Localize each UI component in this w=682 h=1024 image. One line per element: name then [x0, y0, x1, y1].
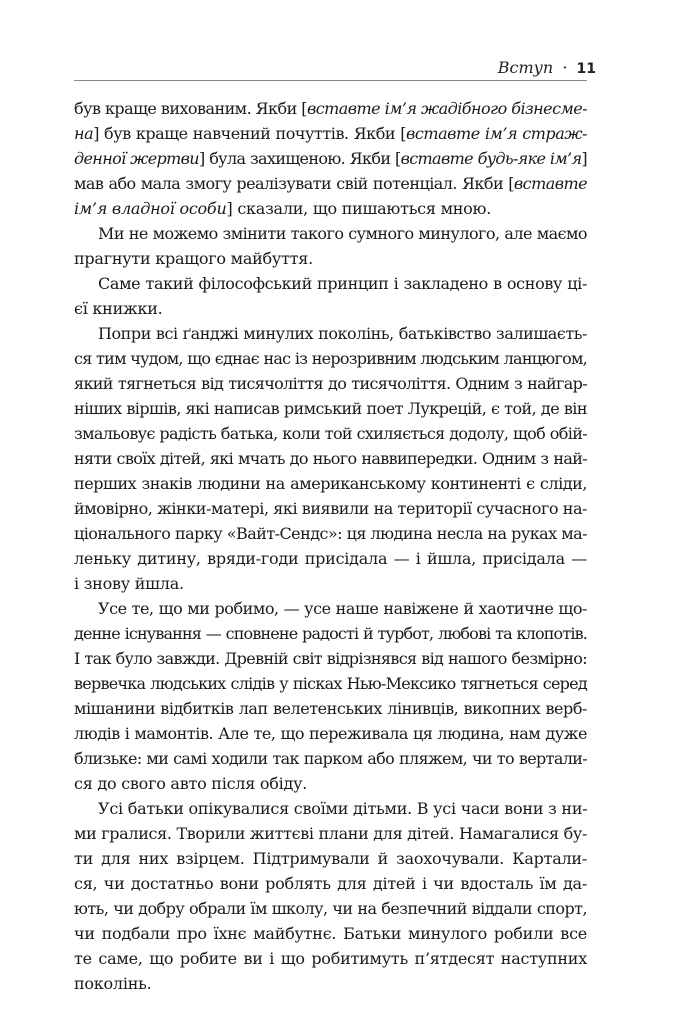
- text-segment: прагнути кращого майбуття.: [74, 249, 313, 268]
- text-segment: поколінь.: [74, 974, 152, 993]
- italic-text: вставте: [513, 174, 587, 193]
- page-number: 11: [576, 61, 596, 77]
- text-line: [74, 821, 587, 846]
- text-segment: ти для них взірцем. Підтримували й заохочували. Картали-: [74, 849, 587, 868]
- text-line: [74, 546, 587, 571]
- text-segment: ] був краще навчений почуттів. Якби [: [93, 124, 406, 143]
- text-segment: Попри всі ґанджі минулих поколінь, батьківство залишаєть-: [98, 324, 587, 343]
- text-line: [74, 621, 587, 646]
- text-segment: Ми не можемо змінити такого сумного минулого, але маємо: [98, 224, 587, 243]
- text-line: [74, 171, 587, 196]
- text-line: [74, 296, 587, 321]
- text-line: [74, 421, 587, 446]
- text-segment: чи подбали про їхнє майбутнє. Батьки минулого робили все: [74, 924, 587, 943]
- text-segment: мішанини відбитків лап велетенських лінивців, викопних верб-: [74, 699, 587, 718]
- text-segment: змальовує радість батька, коли той схиляється додолу, щоб обій-: [74, 424, 587, 443]
- text-segment: Усі батьки опікувалися своїми дітьми. В усі часи вони з ни-: [98, 799, 588, 818]
- text-segment: був краще вихованим. Якби [: [74, 99, 307, 118]
- text-line: [74, 746, 587, 771]
- text-line: [74, 396, 587, 421]
- text-segment: І так було завжди. Древній світ відрізнявся від нашого безмірно:: [74, 649, 587, 668]
- text-segment: ] була захищеною. Якби [: [198, 149, 401, 168]
- header-rule: [74, 80, 587, 81]
- text-line: [74, 471, 587, 496]
- text-line: [74, 246, 587, 271]
- text-line: [74, 321, 587, 346]
- body-text: [74, 96, 587, 996]
- italic-text: на: [74, 124, 94, 143]
- text-segment: єї книжки.: [74, 299, 163, 318]
- text-segment: ніших віршів, які написав римський поет Лукрецій, є той, де він: [74, 399, 587, 418]
- italic-text: вставте ім’я жадібного бізнесме-: [306, 99, 587, 118]
- text-segment: Саме такий філософський принцип і закладено в основу ці-: [98, 274, 587, 293]
- text-segment: перших знаків людини на американському континенті є сліди,: [74, 474, 587, 493]
- text-line: [74, 646, 587, 671]
- text-line: [74, 596, 587, 621]
- text-segment: людів і мамонтів. Але те, що переживала ця людина, нам дуже: [74, 724, 587, 743]
- text-segment: те саме, що робите ви і що робитимуть п’ятдесят наступних: [74, 949, 587, 968]
- text-line: [74, 921, 587, 946]
- text-line: [74, 571, 587, 596]
- text-segment: ся тим чудом, що єднає нас із нерозривним людським ланцюгом,: [74, 349, 587, 368]
- text-line: [74, 896, 587, 921]
- text-segment: ] сказали, що пишаються мною.: [226, 199, 492, 218]
- text-segment: ся, чи достатньо вони роблять для дітей і чи вдосталь їм да-: [74, 874, 587, 893]
- text-segment: Усе те, що ми робимо, — усе наше навіжене й хаотичне що-: [98, 599, 587, 618]
- text-segment: няти своїх дітей, які мчать до нього наввипередки. Одним з най-: [74, 449, 587, 468]
- text-segment: леньку дитину, вряди-годи присідала — і йшла, присідала —: [74, 549, 587, 568]
- italic-text: денної жертви: [74, 149, 199, 168]
- text-line: [74, 971, 587, 996]
- text-segment: вервечка людських слідів у пісках Нью-Мексико тягнеться серед: [74, 674, 587, 693]
- text-segment: ють, чи добру обрали їм школу, чи на безпечний віддали спорт,: [74, 899, 587, 918]
- text-line: [74, 196, 587, 221]
- text-segment: близьке: ми самі ходили так парком або пляжем, чи то вертали-: [74, 749, 587, 768]
- text-line: [74, 146, 587, 171]
- text-line: [74, 371, 587, 396]
- text-segment: який тягнеться від тисячоліття до тисячоліття. Одним з найгар-: [74, 374, 587, 393]
- text-segment: мав або мала змогу реалізувати свій потенціал. Якби [: [74, 174, 514, 193]
- text-line: [74, 946, 587, 971]
- text-segment: ймовірно, жінки-матері, які виявили на території сучасного на-: [74, 499, 587, 518]
- text-line: [74, 221, 587, 246]
- text-line: [74, 496, 587, 521]
- text-segment: ]: [581, 149, 587, 168]
- italic-text: вставте ім’я страж-: [406, 124, 587, 143]
- text-line: [74, 846, 587, 871]
- running-head: [498, 58, 596, 79]
- text-segment: денне існування — сповнене радості й турбот, любові та клопотів.: [74, 624, 587, 643]
- header-separator: ·: [562, 58, 568, 77]
- text-line: [74, 446, 587, 471]
- text-line: [74, 696, 587, 721]
- text-line: [74, 521, 587, 546]
- chapter-title: Вступ: [497, 58, 554, 77]
- text-line: [74, 871, 587, 896]
- text-line: [74, 346, 587, 371]
- text-segment: і знову йшла.: [74, 574, 184, 593]
- text-segment: ся до свого авто після обіду.: [74, 774, 308, 793]
- italic-text: вставте будь-яке ім’я: [400, 149, 582, 168]
- text-segment: ціонального парку «Вайт-Сендс»: ця людина несла на руках ма-: [74, 524, 587, 543]
- text-line: [74, 96, 587, 121]
- italic-text: ім’я владної особи: [74, 199, 227, 218]
- text-line: [74, 671, 587, 696]
- text-line: [74, 796, 587, 821]
- text-line: [74, 271, 587, 296]
- text-line: [74, 771, 587, 796]
- text-line: [74, 121, 587, 146]
- text-line: [74, 721, 587, 746]
- text-segment: ми гралися. Творили життєві плани для дітей. Намагалися бу-: [74, 824, 587, 843]
